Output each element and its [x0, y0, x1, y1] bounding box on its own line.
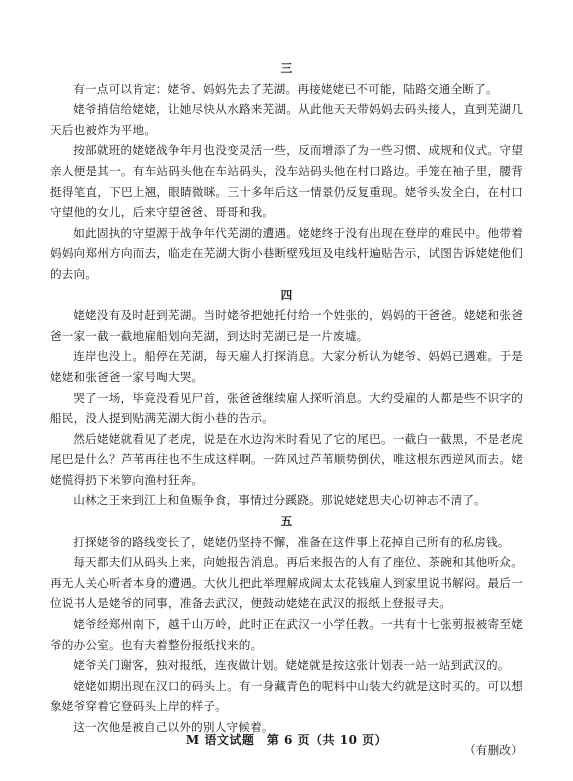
paragraph: 姥爷捎信给姥姥，让她尽快从水路来芜湖。从此他天天带妈妈去码头接人，直到芜湖几天后也被炸为平地。 [50, 102, 523, 137]
page-footer: M 语文试题 第 6 页（共 10 页） [185, 733, 388, 747]
paragraph: 哭了一场，毕竟没看见尸首，张爸爸继续雇人探听消息。大约受雇的人都是些不识字的船民，没人提到贴满芜湖大街小巷的告示。 [50, 390, 523, 426]
article-body [50, 58, 523, 760]
paragraph: 每天都夫们从码头上来，向她报告消息。再后来报告的人有了座位、茶碗和其他听众。再无人关心听者本身的遭遇。大伙儿把此举理解成阔太太花钱雇人到家里说书解闷。最后一位说书人是姥爷的同事，准备去武汉，便鼓动姥姥在武汉的报纸上登报寻夫。 [50, 555, 523, 611]
paragraph: 如此固执的守望源于战争年代芜湖的遭遇。姥姥终于没有出现在登岸的难民中。他带着妈妈向郑州方向而去，临走在芜湖大街小巷断壁残垣及电线杆遍贴告示，试图告诉姥姥他们的去向。 [50, 225, 523, 281]
paragraph: 姥姥如期出现在汉口的码头上。有一身藏青色的呢料中山装大约就是这时买的。可以想象姥爷穿着它登码头上岸的样子。 [50, 678, 523, 714]
paragraph: 姥姥没有及时赶到芜湖。当时姥爷把她托付给一个姓张的，妈妈的干爸爸。姥姥和张爸爸一家一截一截地雇船划向芜湖，到达时芜湖已是一片废墟。 [50, 308, 523, 343]
paragraph: 然后姥姥就看见了老虎，说是在水边沟米时看见了它的尾巴。一截白一截黑，不是老虎尾巴是什么？芦苇再往也不生成这样啊。一阵风过芦苇顺势倒伏，唯这根东西逆风而去。姥姥慌得扔下米箩向渔村狂奔。 [50, 431, 523, 487]
section-heading-4: 四 [280, 287, 293, 302]
paragraph: 有一点可以肯定：姥爷、妈妈先去了芜湖。再接姥姥已不可能，陆路交通全断了。 [73, 81, 498, 96]
paragraph: 这一次他是被自己以外的别人守候着。 [73, 720, 274, 734]
paragraph: 按部就班的姥姥战争年月也没变灵活一些，反而增添了为一些习惯、成规和仪式。守望亲人便是其一。有车站码头他在车站码头，没车站码头他在村口路边。手笼在袖子里，腰背挺得笔直，下巴上翘，眼睛微眯。三十多年后这一情景仍反复重现。姥爷头发全白，在村口守望他的女儿，后来守望爸爸、哥哥和我。 [50, 143, 523, 220]
section-heading-3: 三 [280, 61, 293, 75]
section-heading-5: 五 [280, 514, 293, 529]
paragraph: 姥爷关门谢客，独对报纸，连夜做计划。姥姥就是按这张计划表一站一站到武汉的。 [73, 658, 510, 673]
paragraph: 姥爷经郑州南下，越千山万岭，此时正在武汉一小学任教。一共有十七张剪报被寄至姥爷的办公室。也有夫着整份报纸找来的。 [50, 617, 523, 652]
paragraph: 打探姥爷的路线变长了，姥姥仍坚持不懈，准备在这件事上花掉自己所有的私房钱。 [73, 534, 510, 549]
edit-note: （有删改） [464, 742, 523, 757]
paragraph: 连岸也没上。船停在芜湖，每天雇人打探消息。大家分析认为姥爷、妈妈已遇难。于是姥姥和张爸爸一家号啕大哭。 [50, 349, 523, 384]
paragraph: 山林之王来到江上和鱼赈争食，事情过分蹊跷。那说姥姥思夫心切神志不清了。 [73, 493, 486, 508]
